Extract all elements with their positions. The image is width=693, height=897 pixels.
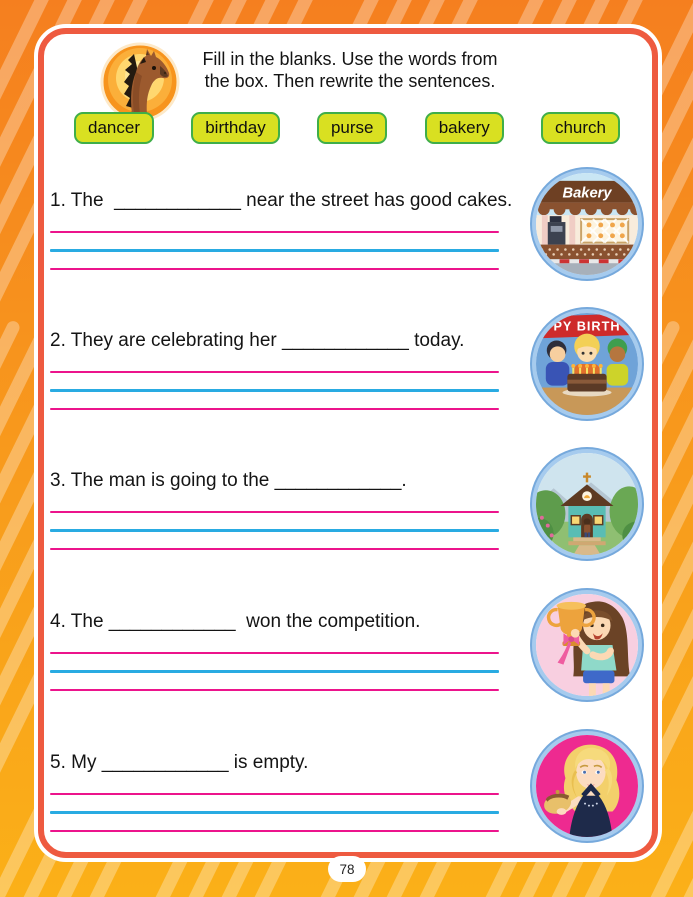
instructions-line-1: Fill in the blanks. Use the words from xyxy=(202,49,498,69)
word-chip-dancer[interactable]: dancer xyxy=(74,112,154,144)
writing-line-magenta xyxy=(50,231,499,233)
girl-with-trophy-illustration xyxy=(532,590,642,700)
exercise-item-1 xyxy=(50,185,642,312)
exercise-item-2 xyxy=(50,318,642,452)
exercise-item-3 xyxy=(50,470,642,592)
writing-line-cyan xyxy=(50,389,499,392)
writing-line-cyan xyxy=(50,670,499,673)
word-bank xyxy=(74,112,620,144)
word-chip-church[interactable]: church xyxy=(541,112,620,144)
sentence-text: 5. My ____________ is empty. xyxy=(50,752,309,773)
writing-line-magenta xyxy=(50,408,499,410)
church-illustration xyxy=(532,449,642,559)
sentence-text: 3. The man is going to the ____________. xyxy=(50,470,407,491)
writing-line-magenta xyxy=(50,268,499,270)
writing-line-magenta xyxy=(50,830,499,832)
birthday-party-illustration xyxy=(532,309,642,419)
bakery-sign-text: Bakery xyxy=(562,185,612,202)
page-number-badge xyxy=(328,856,366,882)
word-chip-birthday[interactable]: birthday xyxy=(191,112,279,144)
writing-line-cyan xyxy=(50,529,499,532)
instructions-text xyxy=(172,48,528,92)
birthday-banner-text: PY BIRTH xyxy=(553,318,621,334)
page-number: 78 xyxy=(339,861,355,877)
sentence-text: 2. They are celebrating her ____________ today. xyxy=(50,330,465,351)
word-chip-purse[interactable]: purse xyxy=(317,112,388,144)
writing-line-cyan xyxy=(50,811,499,814)
writing-line-magenta xyxy=(50,371,499,373)
writing-line-magenta xyxy=(50,548,499,550)
writing-line-magenta xyxy=(50,652,499,654)
sentence-text: 1. The ____________ near the street has good cakes. xyxy=(50,190,513,211)
sentence-text: 4. The ____________ won the competition. xyxy=(50,611,421,632)
woman-with-purse-illustration xyxy=(532,731,642,841)
worksheet-card xyxy=(38,28,658,858)
writing-line-magenta xyxy=(50,511,499,513)
writing-line-cyan xyxy=(50,249,499,252)
writing-line-magenta xyxy=(50,689,499,691)
writing-line-magenta xyxy=(50,793,499,795)
instructions-line-2: the box. Then rewrite the sentences. xyxy=(204,71,496,91)
word-chip-bakery[interactable]: bakery xyxy=(425,112,504,144)
horse-icon xyxy=(100,42,180,122)
bakery-illustration xyxy=(532,169,642,279)
exercise-item-4 xyxy=(50,611,642,733)
